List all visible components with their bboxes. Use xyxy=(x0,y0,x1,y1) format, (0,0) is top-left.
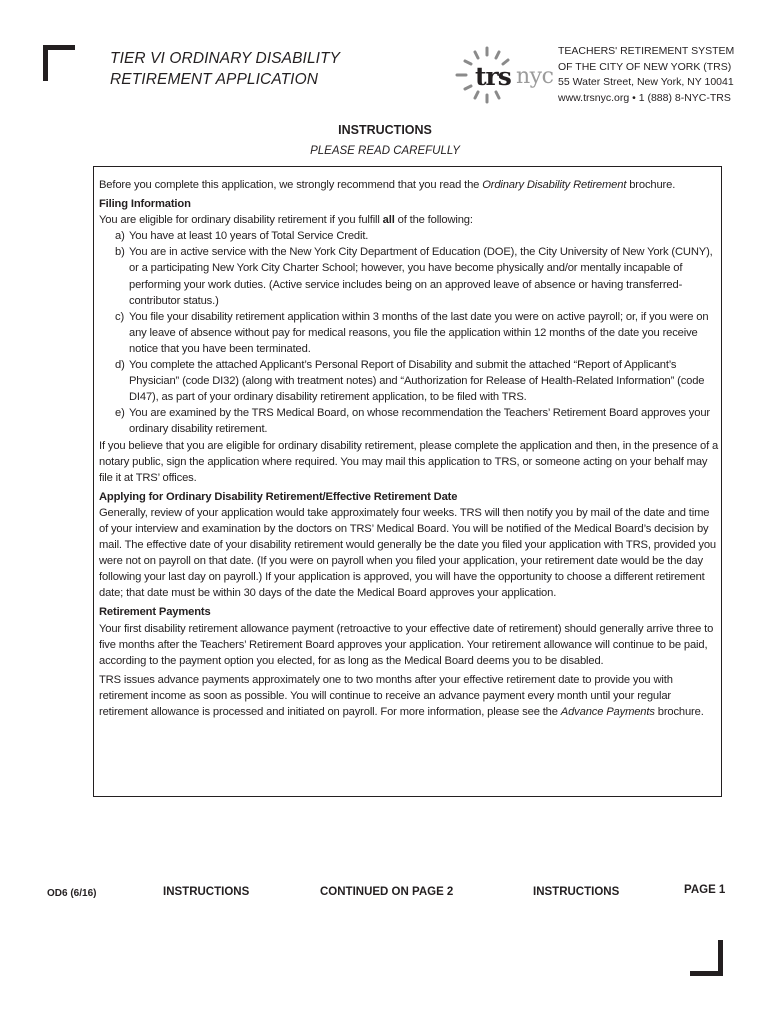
list-item-label: b) xyxy=(115,246,125,259)
list-item-text: You complete the attached Applicant’s Personal Report of Disability and submit the attached “Report of Applicant’s Physician” (code DI32) (along with treatment notes) and “Authorization for Release of Health-Related Information” (code DI47), as part of your ordinary disability retirement application, to be filed with TRS. xyxy=(129,359,705,404)
instructions-heading: INSTRUCTIONS xyxy=(338,123,432,137)
document-title xyxy=(110,48,340,90)
advance-text-end: brochure. xyxy=(654,706,704,718)
crop-mark-bottom-right xyxy=(690,940,723,976)
advance-paragraph xyxy=(99,672,719,720)
section-heading-payments: Retirement Payments xyxy=(99,606,211,619)
list-item xyxy=(99,405,719,437)
advance-text: TRS issues advance payments approximately one to two months after your effective retirement date to provide you with retirement income as soon as possible. You will continue to receive an advance payment every month until your regular retirement allowance is processed and initiated on payroll. For more information, please see the xyxy=(99,673,673,718)
filing-emphasis: all xyxy=(382,214,395,227)
title-line-2: RETIREMENT APPLICATION xyxy=(110,71,319,88)
intro-paragraph xyxy=(99,177,719,193)
logo-trs-text: trs xyxy=(475,62,511,91)
list-item xyxy=(99,244,719,308)
list-item-label: d) xyxy=(115,359,125,372)
list-item-text: You are in active service with the New York City Department of Education (DOE), the City University of New York (CUNY), or a participating New York City Charter School; however, you have become physically and/or mentally incapable of performing your work duties. (Active service includes being on an approved leave of absence or having transferred-contributor status.) xyxy=(129,246,713,307)
title-line-1: TIER VI ORDINARY DISABILITY xyxy=(110,50,341,67)
list-item xyxy=(99,309,719,357)
list-item xyxy=(99,357,719,405)
org-name-line: TEACHERS' RETIREMENT SYSTEM xyxy=(558,45,735,57)
advance-brochure-title: Advance Payments xyxy=(560,706,655,718)
eligible-paragraph: If you believe that you are eligible for ordinary disability retirement, please complete the application and then, in the presence of a notary public, sign the application where required. You may mail this application to TRS, or someone acting on your behalf may file it at TRS’ offices. xyxy=(99,439,719,484)
org-name-line-2: OF THE CITY OF NEW YORK (TRS) xyxy=(558,60,732,73)
intro-text-end: brochure. xyxy=(626,179,676,191)
list-item-label: c) xyxy=(115,310,125,323)
section-heading-filing: Filing Information xyxy=(99,198,191,211)
section-heading-applying: Applying for Ordinary Disability Retirement/Effective Retirement Date xyxy=(99,490,458,503)
org-address: 55 Water Street, New York, NY 10041 xyxy=(558,76,734,88)
trs-logo xyxy=(449,44,559,106)
list-item-text: You file your disability retirement application within 3 months of the last date you were on active payroll; or, if you were on any leave of absence without pay for medical reasons, you file the application within 12 months of the date you receive notice that you have been terminated. xyxy=(129,310,709,355)
form-code: OD6 (6/16) xyxy=(47,888,97,899)
footer-label-3: INSTRUCTIONS xyxy=(533,886,620,898)
logo-nyc-text: nyc xyxy=(516,64,554,89)
footer-label-1: INSTRUCTIONS xyxy=(163,886,250,898)
filing-text-end: of the following: xyxy=(394,214,473,227)
page-number: PAGE 1 xyxy=(684,884,726,896)
intro-text: Before you complete this application, we strongly recommend that you read the xyxy=(99,179,483,191)
payments-paragraph: Your first disability retirement allowance payment (retroactive to your effective date of retirement) should generally arrive three to five months after the Teachers’ Retirement Board approves your application. Your retirement allowance will continue to be paid, according to the payment option you elected, for as long as the Medical Board deems you to be disabled. xyxy=(99,622,714,667)
list-item xyxy=(99,228,719,244)
eligibility-list xyxy=(99,228,719,437)
filing-text: You are eligible for ordinary disability retirement if you fulfill xyxy=(99,214,383,227)
list-item-label: e) xyxy=(115,407,125,420)
instructions-subheading: PLEASE READ CAREFULLY xyxy=(310,145,460,157)
applying-paragraph: Generally, review of your application would take approximately four weeks. TRS will then notify you by mail of the date and time of your interview and examination by the doctors on TRS’ Medical Board. You will be notified of the Medical Board’s decision by mail. The effective date of your disability retirement would generally be the date you filed your application with TRS, provided you were not on payroll on that date. (If you were on payroll when you filed your application, your retirement date would be the day following your last day on payroll.) If your application is approved, you will have the opportunity to choose a different retirement date; that date must be within 30 days of the date the Medical Board approves your application. xyxy=(99,506,716,600)
instructions-content xyxy=(99,177,719,720)
footer-continued: CONTINUED ON PAGE 2 xyxy=(320,886,454,898)
org-contact: www.trsnyc.org • 1 (888) 8-NYC-TRS xyxy=(558,91,731,104)
brochure-title: Ordinary Disability Retirement xyxy=(482,179,627,191)
filing-paragraph xyxy=(99,212,719,228)
list-item-label: a) xyxy=(115,230,125,243)
list-item-text: You are examined by the TRS Medical Board, on whose recommendation the Teachers’ Retirement Board approves your ordinary disability retirement. xyxy=(129,407,710,436)
list-item-text: You have at least 10 years of Total Service Credit. xyxy=(129,230,369,243)
crop-mark-top-left xyxy=(43,45,75,81)
org-address-block xyxy=(558,44,734,106)
